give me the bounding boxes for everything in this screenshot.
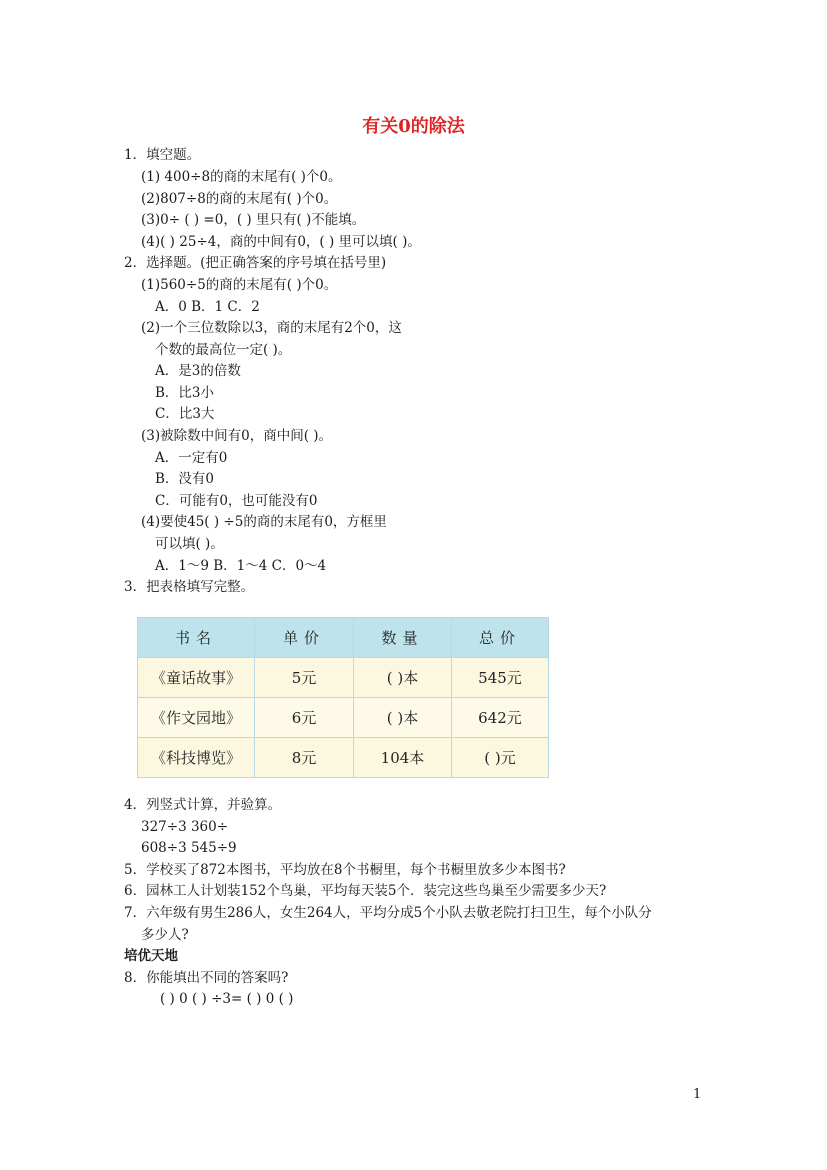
q8-heading: 8．你能填出不同的答案吗? bbox=[124, 970, 289, 986]
q2-heading: 2．选择题。(把正确答案的序号填在括号里) bbox=[124, 255, 387, 271]
q1-item-3: (3)0÷ ( ) =0，( ) 里只有( )不能填。 bbox=[141, 212, 366, 228]
table-header-cell: 书名 bbox=[138, 618, 255, 658]
q2-sub2-option-c: C．比3大 bbox=[155, 406, 215, 422]
table-cell: 《科技博览》 bbox=[138, 738, 255, 778]
q2-sub4-stem-line1: (4)要使45( ) ÷5的商的末尾有0，方框里 bbox=[141, 514, 387, 530]
q1-heading: 1．填空题。 bbox=[124, 147, 201, 163]
q2-sub2-stem-line2: 个数的最高位一定( )。 bbox=[155, 342, 292, 358]
section-heading: 培优天地 bbox=[124, 948, 178, 964]
table-cell: 5元 bbox=[255, 658, 354, 698]
q2-sub3-option-b: B．没有0 bbox=[155, 471, 215, 487]
q2-sub2-stem-line1: (2)一个三位数除以3，商的末尾有2个0，这 bbox=[141, 320, 402, 336]
q5-text: 5．学校买了872本图书，平均放在8个书橱里，每个书橱里放多少本图书? bbox=[124, 862, 566, 878]
table-header-row bbox=[138, 618, 549, 658]
table-cell: 545元 bbox=[452, 658, 549, 698]
q4-row-2: 608÷3 545÷9 bbox=[141, 840, 237, 856]
q2-sub4-options: A．1～9 B．1～4 C．0～4 bbox=[155, 558, 327, 574]
q1-item-4: (4)( ) 25÷4，商的中间有0，( ) 里可以填( )。 bbox=[141, 234, 421, 250]
q2-sub3-option-c: C．可能有0，也可能没有0 bbox=[155, 493, 318, 509]
table-row bbox=[138, 698, 549, 738]
table-cell: ( )元 bbox=[452, 738, 549, 778]
table-header-cell: 数量 bbox=[354, 618, 452, 658]
q2-sub1-stem: (1)560÷5的商的末尾有( )个0。 bbox=[141, 277, 338, 293]
table-cell: 8元 bbox=[255, 738, 354, 778]
q2-sub3-stem: (3)被除数中间有0，商中间( )。 bbox=[141, 428, 333, 444]
table-row bbox=[138, 658, 549, 698]
q6-text: 6．园林工人计划装152个鸟巢，平均每天装5个．装完这些鸟巢至少需要多少天? bbox=[124, 883, 607, 899]
q8-expression: ( ) 0 ( ) ÷3= ( ) 0 ( ) bbox=[160, 991, 294, 1007]
q2-sub4-stem-line2: 可以填( )。 bbox=[155, 536, 224, 552]
q1-item-2: (2)807÷8的商的末尾有( )个0。 bbox=[141, 191, 338, 207]
table-row bbox=[138, 738, 549, 778]
q2-sub1-options: A．0 B．1 C．2 bbox=[155, 299, 260, 315]
page-title: 有关0的除法 bbox=[362, 116, 465, 137]
q4-heading: 4．列竖式计算，并验算。 bbox=[124, 797, 282, 813]
table-cell: 《童话故事》 bbox=[138, 658, 255, 698]
q3-heading: 3．把表格填写完整。 bbox=[124, 579, 255, 595]
page-number: 1 bbox=[693, 1087, 702, 1102]
q2-sub2-option-a: A．是3的倍数 bbox=[155, 363, 241, 379]
table-cell: ( )本 bbox=[354, 658, 452, 698]
table-cell: 642元 bbox=[452, 698, 549, 738]
price-table bbox=[137, 617, 549, 778]
table-header-cell: 总价 bbox=[452, 618, 549, 658]
table-header-cell: 单价 bbox=[255, 618, 354, 658]
table-cell: 104本 bbox=[354, 738, 452, 778]
table-cell: 《作文园地》 bbox=[138, 698, 255, 738]
q7-text-line1: 7．六年级有男生286人，女生264人，平均分成5个小队去敬老院打扫卫生，每个小队分 bbox=[124, 905, 652, 921]
table-cell: ( )本 bbox=[354, 698, 452, 738]
q1-item-1: (1) 400÷8的商的末尾有( )个0。 bbox=[141, 169, 342, 185]
q2-sub2-option-b: B．比3小 bbox=[155, 385, 215, 401]
q7-text-line2: 多少人? bbox=[141, 927, 189, 943]
q2-sub3-option-a: A．一定有0 bbox=[155, 450, 228, 466]
table-cell: 6元 bbox=[255, 698, 354, 738]
q4-row-1: 327÷3 360÷ bbox=[141, 819, 229, 835]
